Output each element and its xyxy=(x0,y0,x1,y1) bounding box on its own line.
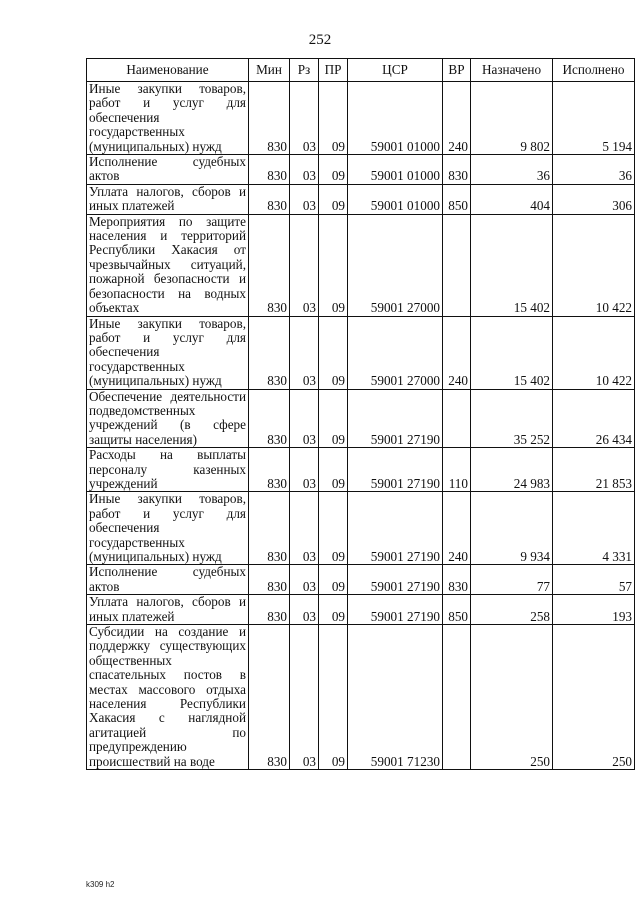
cell-min: 830 xyxy=(249,184,290,214)
cell-min: 830 xyxy=(249,214,290,316)
cell-name: Иные закупки товаров, работ и услуг для обеспечения государственных (муниципальных) нужд xyxy=(87,492,249,565)
header-row xyxy=(87,59,635,82)
cell-assigned: 24 983 xyxy=(471,448,553,492)
table-row xyxy=(87,595,635,625)
header-name: Наименование xyxy=(87,59,249,82)
cell-vr xyxy=(443,625,471,770)
cell-rz: 03 xyxy=(290,389,319,448)
cell-rz: 03 xyxy=(290,155,319,185)
cell-csr: 59001 27190 xyxy=(348,565,443,595)
cell-vr xyxy=(443,214,471,316)
cell-name: Обеспечение деятельности подведомственных учреждений (в сфере защиты населения) xyxy=(87,389,249,448)
header-rz: Рз xyxy=(290,59,319,82)
cell-rz: 03 xyxy=(290,316,319,389)
cell-rz: 03 xyxy=(290,625,319,770)
header-pr: ПР xyxy=(319,59,348,82)
cell-min: 830 xyxy=(249,389,290,448)
cell-assigned: 258 xyxy=(471,595,553,625)
footer-code: k309 h2 xyxy=(86,880,115,889)
cell-executed: 26 434 xyxy=(553,389,635,448)
cell-pr: 09 xyxy=(319,625,348,770)
cell-pr: 09 xyxy=(319,565,348,595)
cell-executed: 36 xyxy=(553,155,635,185)
header-min: Мин xyxy=(249,59,290,82)
table-body xyxy=(87,82,635,770)
cell-pr: 09 xyxy=(319,214,348,316)
cell-name: Исполнение судебных актов xyxy=(87,155,249,185)
cell-executed: 57 xyxy=(553,565,635,595)
cell-assigned: 77 xyxy=(471,565,553,595)
budget-table xyxy=(86,58,635,770)
header-vr: ВР xyxy=(443,59,471,82)
cell-executed: 4 331 xyxy=(553,492,635,565)
cell-name: Субсидии на создание и поддержку существующих общественных спасательных постов в местах массового отдыха населения Республики Хакасия с наглядной агитацией по предупреждению происшествий на воде xyxy=(87,625,249,770)
cell-min: 830 xyxy=(249,595,290,625)
cell-vr: 110 xyxy=(443,448,471,492)
cell-assigned: 35 252 xyxy=(471,389,553,448)
header-executed: Исполнено xyxy=(553,59,635,82)
cell-rz: 03 xyxy=(290,184,319,214)
cell-rz: 03 xyxy=(290,492,319,565)
cell-rz: 03 xyxy=(290,448,319,492)
cell-vr: 830 xyxy=(443,565,471,595)
cell-vr: 240 xyxy=(443,82,471,155)
cell-pr: 09 xyxy=(319,448,348,492)
cell-assigned: 9 802 xyxy=(471,82,553,155)
cell-min: 830 xyxy=(249,155,290,185)
header-assigned: Назначено xyxy=(471,59,553,82)
table-header xyxy=(87,59,635,82)
cell-rz: 03 xyxy=(290,82,319,155)
cell-assigned: 36 xyxy=(471,155,553,185)
table-row xyxy=(87,565,635,595)
cell-csr: 59001 01000 xyxy=(348,155,443,185)
page-number: 252 xyxy=(308,32,332,48)
cell-rz: 03 xyxy=(290,214,319,316)
cell-rz: 03 xyxy=(290,565,319,595)
cell-assigned: 15 402 xyxy=(471,316,553,389)
table-row xyxy=(87,389,635,448)
cell-csr: 59001 27190 xyxy=(348,492,443,565)
cell-pr: 09 xyxy=(319,492,348,565)
cell-min: 830 xyxy=(249,565,290,595)
cell-executed: 306 xyxy=(553,184,635,214)
table-row xyxy=(87,492,635,565)
cell-assigned: 404 xyxy=(471,184,553,214)
cell-rz: 03 xyxy=(290,595,319,625)
cell-min: 830 xyxy=(249,492,290,565)
table-row xyxy=(87,184,635,214)
cell-pr: 09 xyxy=(319,389,348,448)
cell-csr: 59001 27190 xyxy=(348,389,443,448)
cell-csr: 59001 27190 xyxy=(348,448,443,492)
cell-pr: 09 xyxy=(319,184,348,214)
cell-name: Мероприятия по защите населения и территорий Республики Хакасия от чрезвычайных ситуаций, пожарной безопасности и безопасности на водных объектах xyxy=(87,214,249,316)
cell-csr: 59001 27000 xyxy=(348,316,443,389)
cell-executed: 10 422 xyxy=(553,214,635,316)
cell-name: Уплата налогов, сборов и иных платежей xyxy=(87,595,249,625)
cell-vr: 850 xyxy=(443,595,471,625)
cell-executed: 193 xyxy=(553,595,635,625)
cell-assigned: 15 402 xyxy=(471,214,553,316)
cell-csr: 59001 71230 xyxy=(348,625,443,770)
cell-name: Расходы на выплаты персоналу казенных учреждений xyxy=(87,448,249,492)
cell-assigned: 9 934 xyxy=(471,492,553,565)
cell-executed: 21 853 xyxy=(553,448,635,492)
header-csr: ЦСР xyxy=(348,59,443,82)
cell-vr: 850 xyxy=(443,184,471,214)
table-row xyxy=(87,316,635,389)
cell-min: 830 xyxy=(249,448,290,492)
table-row xyxy=(87,448,635,492)
table-row xyxy=(87,82,635,155)
cell-pr: 09 xyxy=(319,155,348,185)
cell-name: Иные закупки товаров, работ и услуг для обеспечения государственных (муниципальных) нужд xyxy=(87,82,249,155)
cell-min: 830 xyxy=(249,625,290,770)
cell-executed: 250 xyxy=(553,625,635,770)
cell-name: Уплата налогов, сборов и иных платежей xyxy=(87,184,249,214)
cell-vr: 240 xyxy=(443,316,471,389)
cell-pr: 09 xyxy=(319,595,348,625)
table-row xyxy=(87,625,635,770)
cell-vr xyxy=(443,389,471,448)
table-row xyxy=(87,214,635,316)
cell-csr: 59001 27000 xyxy=(348,214,443,316)
cell-min: 830 xyxy=(249,316,290,389)
table-row xyxy=(87,155,635,185)
cell-pr: 09 xyxy=(319,82,348,155)
cell-name: Иные закупки товаров, работ и услуг для обеспечения государственных (муниципальных) нужд xyxy=(87,316,249,389)
cell-executed: 5 194 xyxy=(553,82,635,155)
cell-min: 830 xyxy=(249,82,290,155)
cell-csr: 59001 01000 xyxy=(348,82,443,155)
cell-pr: 09 xyxy=(319,316,348,389)
cell-executed: 10 422 xyxy=(553,316,635,389)
cell-csr: 59001 27190 xyxy=(348,595,443,625)
cell-name: Исполнение судебных актов xyxy=(87,565,249,595)
cell-vr: 830 xyxy=(443,155,471,185)
cell-assigned: 250 xyxy=(471,625,553,770)
cell-csr: 59001 01000 xyxy=(348,184,443,214)
cell-vr: 240 xyxy=(443,492,471,565)
